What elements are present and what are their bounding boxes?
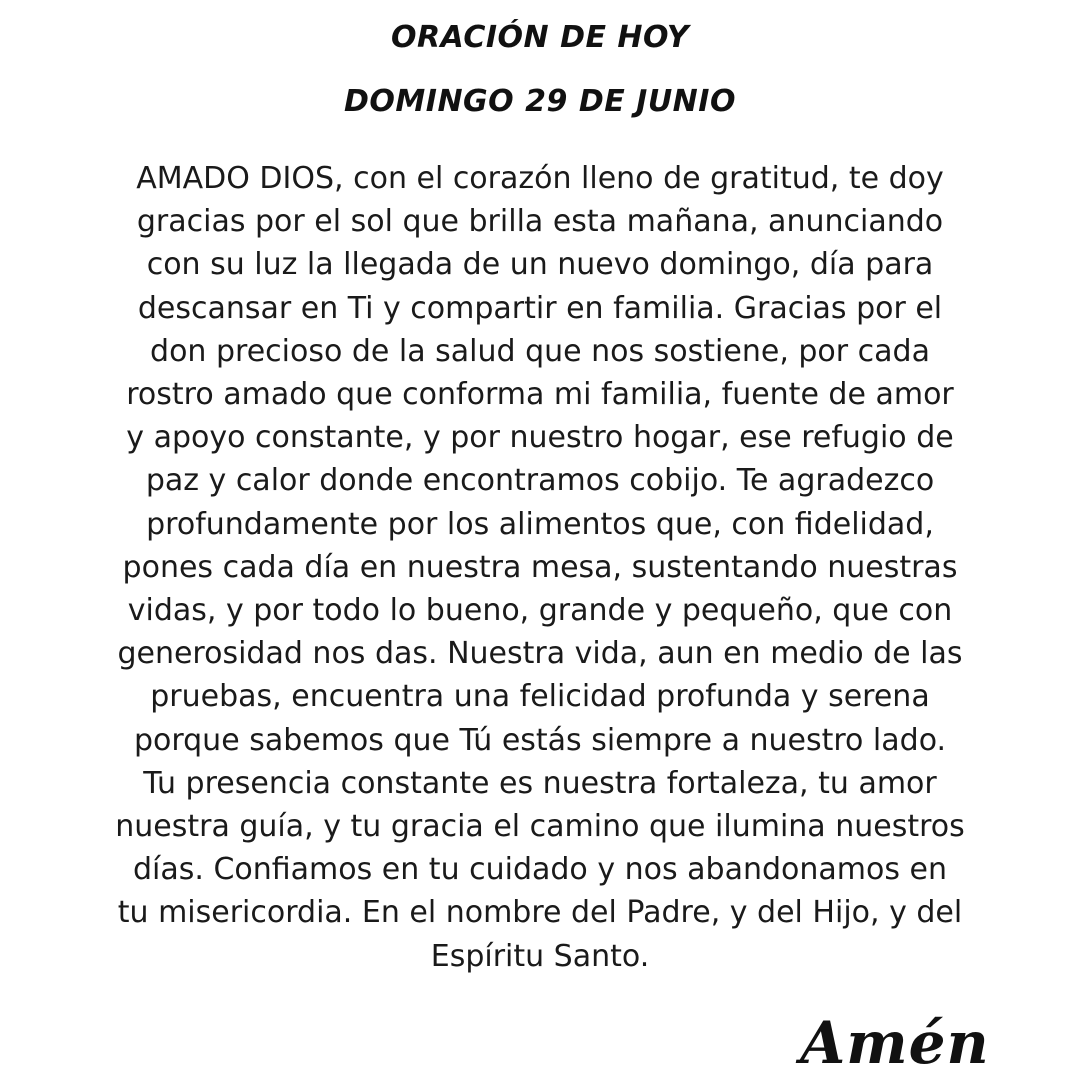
- prayer-line: nuestra guía, y tu gracia el camino que ilumina nuestros: [115, 809, 965, 845]
- page-title: [0, 6, 1080, 134]
- prayer-line: rostro amado que conforma mi familia, fuente de amor: [126, 377, 954, 413]
- title-line-1: ORACIÓN DE HOY: [390, 20, 690, 55]
- prayer-line: profundamente por los alimentos que, con fidelidad,: [146, 506, 934, 542]
- prayer-line: Tu presencia constante es nuestra fortaleza, tu amor: [143, 765, 937, 801]
- prayer-line: con su luz la llegada de un nuevo domingo, día para: [146, 247, 934, 283]
- prayer-line: descansar en Ti y compartir en familia. Gracias por el: [137, 290, 943, 326]
- prayer-line: vidas, y por todo lo bueno, grande y pequeño, que con: [127, 593, 953, 629]
- prayer-line: pruebas, encuentra una felicidad profunda y serena: [150, 679, 930, 715]
- prayer-line: paz y calor donde encontramos cobijo. Te agradezco: [145, 463, 935, 499]
- prayer-line: y apoyo constante, y por nuestro hogar, ese refugio de: [126, 420, 954, 456]
- prayer-line: tu misericordia. En el nombre del Padre, y del Hijo, y del: [117, 895, 963, 931]
- prayer-line: porque sabemos que Tú estás siempre a nuestro lado.: [133, 722, 947, 758]
- prayer-line: Espíritu Santo.: [430, 938, 650, 974]
- prayer-line: pones cada día en nuestra mesa, sustentando nuestras: [122, 549, 958, 585]
- title-line-2: DOMINGO 29 DE JUNIO: [344, 84, 736, 119]
- prayer-line: días. Confiamos en tu cuidado y nos abandonamos en: [133, 852, 947, 888]
- amen-signature: Amén: [800, 1009, 990, 1077]
- prayer-line: generosidad nos das. Nuestra vida, aun en medio de las: [117, 636, 963, 672]
- prayer-line: gracias por el sol que brilla esta mañana, anunciando: [136, 204, 944, 240]
- prayer-line: don precioso de la salud que nos sostiene, por cada: [150, 333, 930, 369]
- prayer-text: [40, 157, 1040, 978]
- prayer-line: AMADO DIOS, con el corazón lleno de gratitud, te doy: [136, 161, 944, 196]
